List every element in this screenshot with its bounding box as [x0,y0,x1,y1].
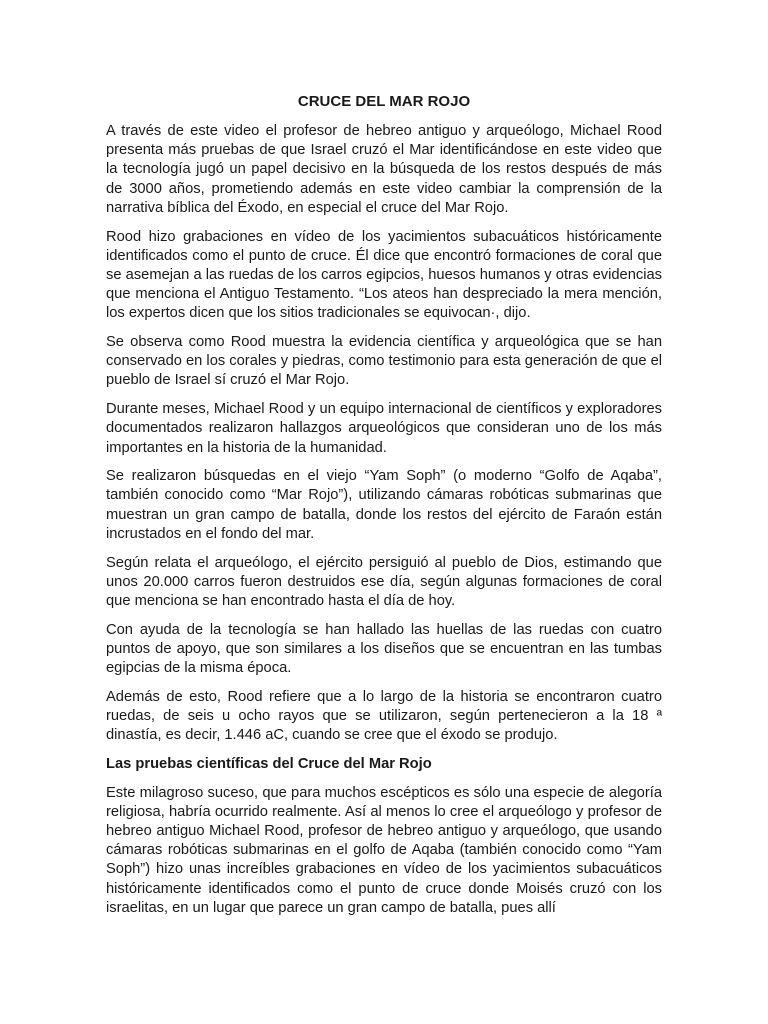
section-heading: Las pruebas científicas del Cruce del Mar Rojo [106,755,432,772]
paragraph-searches: Se realizaron búsquedas en el viejo “Yam Soph” (o moderno “Golfo de Aqaba”, también conocido como “Mar Rojo”), utilizando cámaras robóticas submarinas que muestran un gran campo de batalla, donde los restos del ejército de Faraón están incrustados en el fondo del mar. [106,468,662,542]
paragraph-chariots: Según relata el arqueólogo, el ejército persiguió al pueblo de Dios, estimando que unos 20.000 carros fueron destruidos ese día, según algunas formaciones de coral que menciona se han encontrado hasta el día de hoy. [106,554,662,609]
paragraph-evidence: Se observa como Rood muestra la evidencia científica y arqueológica que se han conservado en los corales y piedras, como testimonio para esta generación de que el pueblo de Israel sí cruzó el Mar Rojo. [106,334,663,389]
paragraph-wheel-tracks: Con ayuda de la tecnología se han hallado las huellas de las ruedas con cuatro puntos de apoyo, que son similares a los diseños que se encuentran en las tumbas egipcias de la misma época. [106,621,662,677]
paragraph-recordings: Rood hizo grabaciones en vídeo de los yacimientos subacuáticos históricamente identificados como el punto de cruce. Él dice que encontró formaciones de coral que se asemejan a las ruedas de los carros egipcios, huesos humanos y otras evidencias que menciona el Antiguo Testamento. “Los ateos han despreciado la mera mención, los expertos dicen que los sitios tradicionales se equivocan·, dijo. [106,228,662,322]
document-page [106,92,662,928]
document-title: CRUCE DEL MAR ROJO [297,93,471,110]
paragraph-intro: A través de este video el profesor de hebreo antiguo y arqueólogo, Michael Rood presenta más pruebas de que Israel cruzó el Mar identificándose en este video que la tecnología jugó un papel decisivo en la búsqueda de los restos después de más de 3000 años, prometiendo además en este video cambiar la comprensión de la narrativa bíblica del Éxodo, en especial el cruce del Mar Rojo. [106,123,662,216]
paragraph-team: Durante meses, Michael Rood y un equipo internacional de científicos y exploradores documentados realizaron hallazgos arqueológicos que consideran uno de los más importantes en la historia de la humanidad. [106,401,662,456]
paragraph-dynasty: Además de esto, Rood refiere que a lo largo de la historia se encontraron cuatro ruedas, de seis u ocho rayos que se utilizaron, según pertenecieron a la 18 ª dinastía, es decir, 1.446 aC, cuando se cree que el éxodo se produjo. [106,688,662,744]
paragraph-miracle: Este milagroso suceso, que para muchos escépticos es sólo una especie de alegoría religiosa, habría ocurrido realmente. Así al menos lo cree el arqueólogo y profesor de hebreo antiguo Michael Rood, profesor de hebreo antiguo y arqueólogo, que usando cámaras robóticas submarinas en el golfo de Aqaba (también conocido como “Yam Soph”) hizo unas increíbles grabaciones en vídeo de los yacimientos subacuáticos históricamente identificados como el punto de cruce donde Moisés cruzó con los israelitas, en un lugar que parece un gran campo de batalla, pues allí [106,784,662,916]
